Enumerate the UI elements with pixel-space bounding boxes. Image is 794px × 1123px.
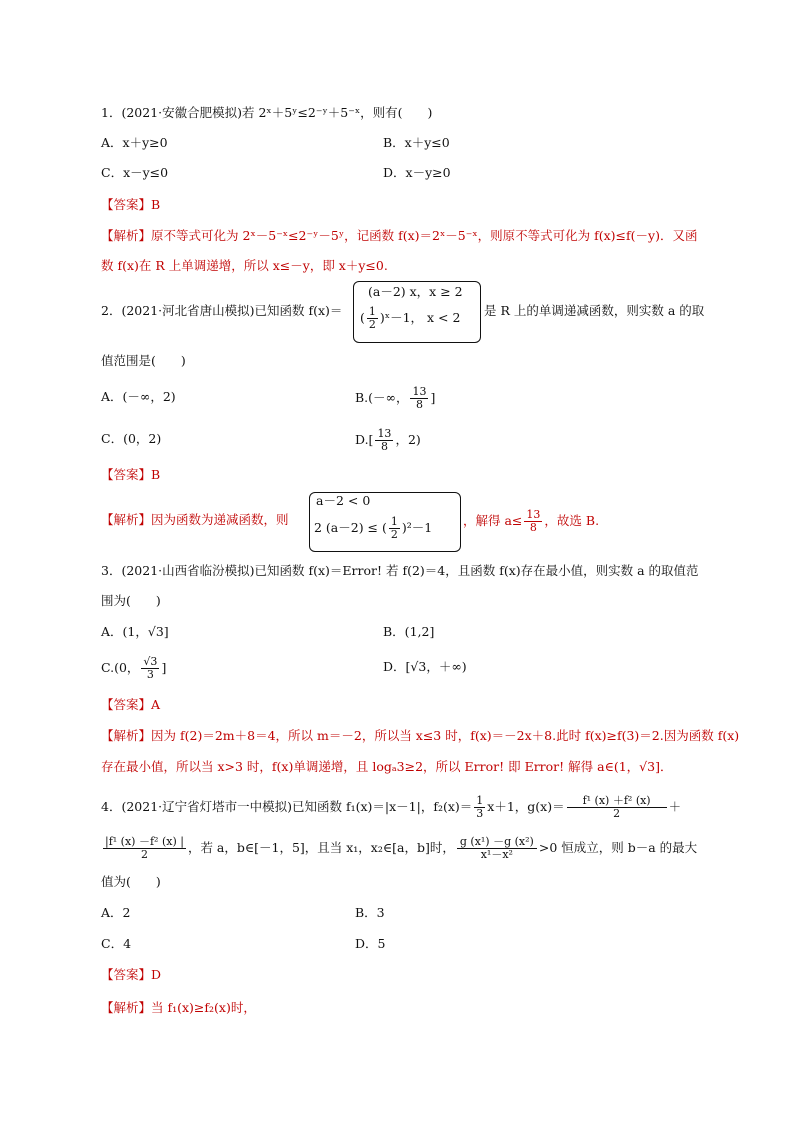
answer-value: A	[151, 697, 161, 712]
q1-analysis-line-1	[101, 227, 697, 245]
q4-answer	[101, 966, 161, 984]
fraction: $\frac{13}{8}$	[412, 385, 427, 411]
stem-text: ，若 a，b∈[－1，5]，且当 x₁，x₂∈[a，b]时，	[187, 840, 455, 855]
fraction: $\frac{\text{g (x¹) －g (x²)}}{\text{x¹－x²}}$	[457, 836, 537, 861]
q3-analysis-line-1	[101, 727, 739, 745]
q1-option-c: C．x－y≤0	[101, 165, 169, 180]
analysis-tag: 【解析】	[101, 728, 152, 743]
q2-piece-2	[360, 306, 460, 331]
q2-option-b	[355, 386, 435, 411]
option-suffix: ]	[161, 660, 167, 675]
analysis-text: 当 f₁(x)≥f₂(x)时，	[151, 1000, 256, 1015]
option-prefix: C.(0，	[101, 660, 140, 675]
sys-suffix: )²－1	[401, 520, 433, 535]
q2-answer	[101, 466, 160, 484]
q4-stem-line-2	[101, 836, 697, 861]
q2-stem-c: 值范围是( )	[101, 353, 186, 368]
q3-option-a: A．(1，√3]	[101, 624, 169, 639]
analysis-text: 因为函数为递减函数，则	[151, 512, 289, 527]
analysis-text: ，故选 B.	[544, 513, 600, 528]
q2-system-1: a－2 < 0	[316, 493, 371, 508]
stem-text: 4．(2021·辽宁省灯塔市一中模拟)已知函数 f₁(x)＝|x－1|，f₂(x)＝	[101, 799, 473, 814]
answer-tag: 【答案】	[101, 467, 152, 482]
q2-stem-a: 2．(2021·河北省唐山模拟)已知函数 f(x)＝	[101, 303, 343, 318]
option-prefix: D.[	[355, 432, 374, 447]
q4-stem-line-1	[101, 795, 681, 820]
stem-text: x＋1，g(x)＝	[487, 799, 565, 814]
q3-stem-1: 3．(2021·山西省临汾模拟)已知函数 f(x)＝Error! 若 f(2)＝4，且函数 f(x)存在最小值，则实数 a 的取值范	[101, 563, 699, 578]
q3-answer	[101, 696, 160, 714]
q2-system-2	[314, 516, 432, 541]
q3-option-b: B．(1,2]	[383, 624, 435, 639]
answer-tag: 【答案】	[101, 697, 152, 712]
fraction: $\frac{13}{8}$	[526, 508, 541, 534]
sys-prefix: 2 (a－2) ≤ (	[314, 520, 387, 535]
answer-value: B	[151, 197, 161, 212]
q1-analysis-line-2: 数 f(x)在 R 上单调递增，所以 x≤－y，即 x＋y≤0.	[101, 258, 388, 273]
q2-option-d	[355, 428, 421, 453]
q3-option-c	[101, 656, 166, 681]
q2-stem-b: 是 R 上的单调递减函数，则实数 a 的取	[484, 303, 705, 318]
q2-analysis-a	[101, 511, 289, 529]
fraction: $\frac{√3}{3}$	[143, 655, 158, 681]
q4-stem-line-3: 值为( )	[101, 874, 161, 889]
analysis-text: 原不等式可化为 2ˣ－5⁻ˣ≤2⁻ʸ－5ʸ，记函数 f(x)＝2ˣ－5⁻ˣ，则原不等式可化为 f(x)≤f(－y)．又函	[151, 228, 698, 243]
q3-option-d: D．[√3，＋∞)	[383, 659, 467, 674]
q2-piece-1: (a－2) x，x ≥ 2	[368, 284, 463, 299]
option-suffix: ]	[430, 390, 436, 405]
q4-analysis-line-1	[101, 999, 256, 1017]
q2-analysis-b	[463, 509, 599, 534]
answer-value: D	[151, 967, 162, 982]
q4-option-d: D．5	[355, 936, 386, 951]
fraction: $\frac{1}{2}$	[390, 515, 398, 541]
analysis-text: 因为 f(2)＝2m＋8＝4，所以 m＝－2，所以当 x≤3 时，f(x)＝－2x＋8.此时 f(x)≥f(3)＝2.因为函数 f(x)	[151, 728, 740, 743]
stem-text: >0 恒成立，则 b－a 的最大	[538, 840, 698, 855]
q1-stem: 1．(2021·安徽合肥模拟)若 2ˣ＋5ʸ≤2⁻ʸ＋5⁻ˣ，则有( )	[101, 105, 433, 120]
fraction: $\frac{13}{8}$	[377, 427, 392, 453]
answer-tag: 【答案】	[101, 197, 152, 212]
option-prefix: B.(－∞，	[355, 390, 409, 405]
answer-tag: 【答案】	[101, 967, 152, 982]
analysis-tag: 【解析】	[101, 228, 152, 243]
analysis-text: ，解得 a≤	[463, 513, 523, 528]
q4-option-c: C．4	[101, 936, 132, 951]
analysis-tag: 【解析】	[101, 512, 152, 527]
q2-option-a: A．(－∞，2)	[101, 389, 176, 404]
option-suffix: ，2)	[395, 432, 421, 447]
piece-tail: )ˣ－1， x < 2	[379, 310, 461, 325]
stem-text: ＋	[668, 799, 682, 814]
q1-option-d: D．x－y≥0	[383, 165, 451, 180]
q1-option-b: B．x＋y≤0	[383, 135, 450, 150]
paren: (	[360, 310, 365, 325]
q4-option-a: A．2	[101, 905, 131, 920]
fraction: $\frac{1}{3}$	[476, 794, 484, 820]
q1-answer	[101, 196, 160, 214]
q3-analysis-line-2: 存在最小值，所以当 x>3 时，f(x)单调递增，且 logₐ3≥2，所以 Error! 即 Error! 解得 a∈(1，√3]．	[101, 759, 673, 774]
fraction: $\frac{\text{|f¹ (x) －f² (x) |}}{2}$	[105, 835, 184, 861]
fraction: $\frac{\text{f¹ (x) ＋f² (x)}}{2}$	[567, 795, 667, 820]
fraction: $\frac{1}{2}$	[368, 305, 376, 331]
analysis-tag: 【解析】	[101, 1000, 152, 1015]
q4-option-b: B．3	[355, 905, 385, 920]
q3-stem-2: 围为( )	[101, 593, 161, 608]
q2-option-c: C．(0，2)	[101, 431, 162, 446]
q1-option-a: A．x＋y≥0	[101, 135, 168, 150]
answer-value: B	[151, 467, 161, 482]
